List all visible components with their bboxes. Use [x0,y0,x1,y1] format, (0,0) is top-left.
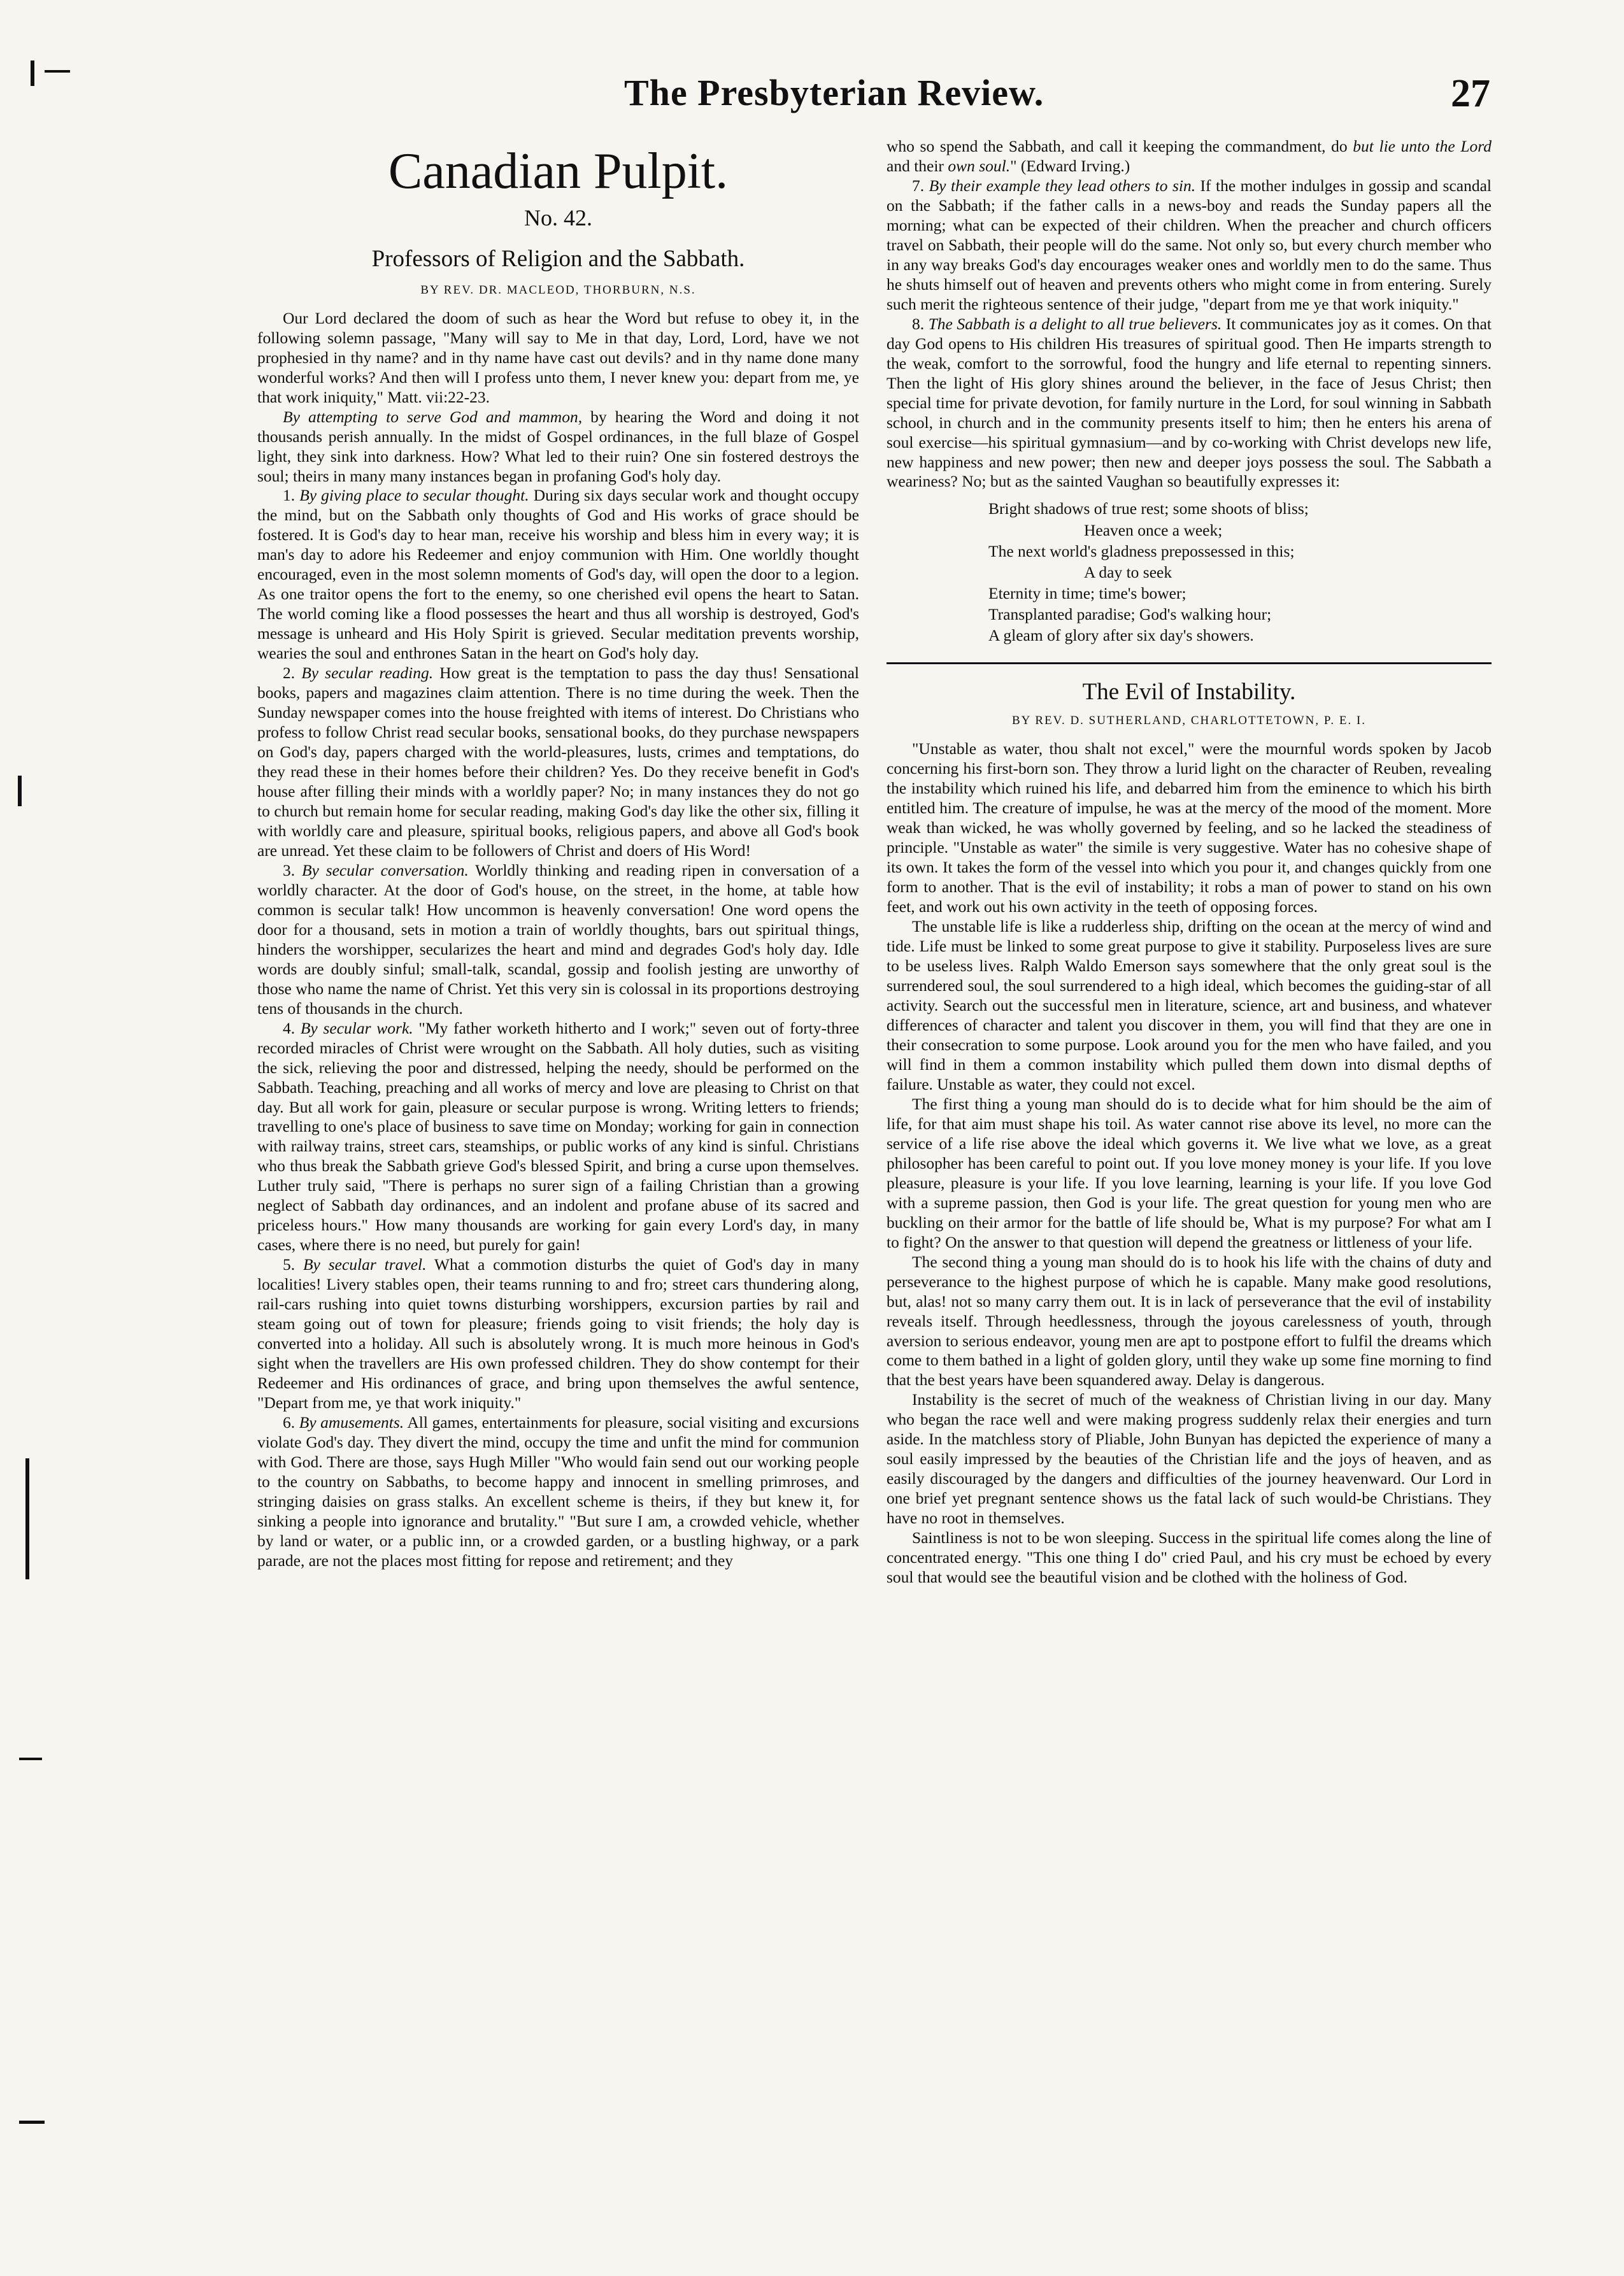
right-column [887,137,1492,1588]
paragraph: 7. By their example they lead others to sin. If the mother indulges in gossip and scandal on the Sabbath; if the father calls in a news-boy and reads the Sunday papers all the morning; what can be expected of their children. When the preacher and church officers travel on Sabbath, their people will do the same. Not only so, but every church member who in any way breaks God's day encourages weaker ones and worldly men to do the same. Thus he shuts himself out of heaven and prevents others who might come in from entering. Surely such merit the righteous sentence of their judge, "depart from me ye that work iniquity." [887,176,1492,313]
page-header [255,71,1490,129]
margin-mark [19,1758,42,1760]
paragraph: 6. By amusements. All games, entertainments for pleasure, social visiting and excursions violate God's day. They divert the mind, occupy the time and unfit the mind for communion with God. There are those, says Hugh Miller "Who would fain send out our working people to the country on Sabbaths, to become happy and innocent in smelling primroses, and stringing daisies on grass stalks. An excellent scheme is theirs, if they but knew it, for sinking a people into ignorance and brutality." "But sure I am, a crowded vehicle, whether by land or water, or a public inn, or a crowded garden, or a bustling highway, or a park parade, are not the places most fitting for repose and retirement; and they [257,1413,860,1570]
paragraph: Instability is the secret of much of the weakness of Christian living in our day. Many who began the race well and were making progress suddenly relax their energies and turn aside. In the matchless story of Pliable, John Bunyan has depicted the experience of many a soul easily impressed by the beauties of the Christian life and the joys of heaven, and as easily discouraged by the dangers and difficulties of the journey heavenward. Our Lord in one brief yet pregnant sentence shows us the fatal lack of such would-be Christians. They have no root in themselves. [887,1390,1492,1528]
paragraph: Our Lord declared the doom of such as hear the Word but refuse to obey it, in the following solemn passage, "Many will say to Me in that day, Lord, Lord, have we not prophesied in thy name? and in thy name have cast out devils? and in thy name done many wonderful works? And then will I profess unto them, I never knew you: depart from me, ye that work iniquity," Matt. vii:22-23. [257,308,859,406]
paragraph: 2. By secular reading. How great is the temptation to pass the day thus! Sensational books, papers and magazines claim attention. There is no time during the week. Then the Sunday newspaper comes into the house freighted with items of interest. Do Christians who profess to follow Christ read secular books, sensational books, do they purchase newspapers on God's day, papers charged with the world-pleasures, lusts, crimes and temptations, do they read these in their homes before their children? Yes. Do they receive benefit in God's house after filling their minds with a worldly paper? No; in many instances they do not go to church but remain home for secular reading, making God's day like the other six, filling it with worldly care and pleasure, spiritual books, religious papers, and above all God's book are unread. Yet these claim to be followers of Christ and doers of His Word! [257,664,859,860]
margin-mark [19,2121,45,2124]
paragraph: 3. By secular conversation. Worldly thinking and reading ripen in conversation of a worldly character. At the door of God's house, on the street, in the home, at table how common is secular talk! How uncommon is heavenly conversation! One word opens the door for a thousand, sets in motion a train of worldly thoughts, bars out spiritual things, hinders the worshipper, secularizes the heart and mind and degrades God's holy day. Idle words are doubly sinful; small-talk, scandal, gossip and foolish jesting are unworthy of those who name the name of Christ. Yet this very sin is colossal in its proportions destroying tens of thousands in the church. [257,860,860,1018]
margin-mark [45,70,70,73]
poem-line: Transplanted paradise; God's walking hour; [988,605,1272,624]
poem-line: A gleam of glory after six day's showers. [988,626,1254,645]
paragraph: The first thing a young man should do is to decide what for him should be the aim of life, for that aim must shape his toil. As water cannot rise above its level, no more can the service of a life rise above the ideal which governs it. We live what we love, as a great philosopher has been careful to point out. If you love money money is your life. If you love pleasure, pleasure is your life. If you love learning, learning is your life. If you love God with a supreme passion, then God is your life. The great question for young men who are buckling on their armor for the battle of life should be, What is my purpose? For what am I to fight? On the answer to that question will depend the greatness or littleness of your life. [887,1094,1492,1251]
paragraph: The unstable life is like a rudderless ship, drifting on the ocean at the mercy of wind and tide. Life must be linked to some great purpose to give it stability. Purposeless lives are sure to be useless lives. Ralph Waldo Emerson says somewhere that the only great soul is the surrendered soul, the soul surrendered to a high ideal, which becomes the guiding-star of all activity. Search out the successful men in literature, science, art and business, and whatever differences of character and talent you discover in them, you will find that they are one in their consecration to some purpose. Look around you for the men who have failed, and you will find in them a common instability which pulled them down into dismal depths of failure. Unstable as water, they could not excel. [887,917,1492,1093]
left-column [257,137,859,1571]
poem-line: Heaven once a week; [1084,520,1223,539]
paragraph: 1. By giving place to secular thought. During six days secular work and thought occupy the mind, but on the Sabbath only thoughts of God and His works of grace should be fostered. It is God's day to hear man, receive his worship and bless him in every way; it is man's day to adore his Redeemer and enjoy communion with Him. One worldly thought encouraged, even in the most solemn moments of God's day, will open the door to a legion. As one traitor opens the fort to the enemy, so one cherished evil opens the heart to Satan. The world coming like a flood possesses the heart and thus all worship is destroyed, God's message is unheard and His Holy Spirit is grieved. Secular meditation prevents worship, wearies the soul and enthrones Satan in the heart on God's holy day. [257,486,859,663]
paragraph: 4. By secular work. "My father worketh hitherto and I work;" seven out of forty-three recorded miracles of Christ were wrought on the Sabbath. All holy duties, such as visiting the sick, relieving the poor and distressed, helping the needy, should be performed on the Sabbath. Teaching, preaching and all works of mercy and love are pleasing to Christ on that day. But all work for gain, pleasure or secular purpose is wrong. Writing letters to friends; travelling to one's place of business to save time on Monday; working for gain in connection with railway trains, street cars, steamships, or public works of any kind is sinful. Christians who thus break the Sabbath grieve God's blessed Spirit, and bring a curse upon themselves. Luther truly said, "There is perhaps no surer sign of a failing Christian than a growing neglect of Sabbath day ordinances, and an indolent and profane abuse of its sacred and priceless hours." How many thousands are working for gain every Lord's day, in many cases, where there is no need, but purely for gain! [257,1018,860,1255]
poem-line: Bright shadows of true rest; some shoots of bliss; [988,499,1309,518]
journal-title: The Presbyterian Review. [624,72,1044,113]
paragraph: 8. The Sabbath is a delight to all true believers. It communicates joy as it comes. On that day God opens to His children His treasures of spiritual good. Then He imparts strength to the weak, comfort to the sorrowful, food the hungry and life eternal to repenting sinners. Then the light of His glory shines around the believer, in the face of Jesus Christ; then special time for private devotion, for family nurture in the Lord, for soul winning in Sabbath school, in church and in the community presents itself to him; then he enters his arena of soul exercise—his spiritual gymnasium—and by co-working with Christ develops new life, new happiness and new power; then new and deeper joys possess the soul. The Sabbath a weariness? No; but as the sainted Vaughan so beautifully expresses it: [887,314,1492,491]
paragraph: Saintliness is not to be won sleeping. Success in the spiritual life comes along the line of concentrated energy. "This one thing I do" cried Paul, and his cry must be echoed by every soul that would see the beautiful vision and be clothed with the holiness of God. [887,1528,1492,1587]
poem-line: Eternity in time; time's bower; [988,584,1186,602]
paragraph: "Unstable as water, thou shalt not excel," were the mournful words spoken by Jacob concerning his first-born son. They throw a lurid light on the character of Reuben, revealing the instability which ruined his life, and debarred him from the eminence to which his birth entitled him. The creature of impulse, he was at the mercy of the mood of the moment. More weak than wicked, he was wholly governed by feeling, and so he lacked the steadiness of principle. "Unstable as water" the simile is very suggestive. Water has no cohesive shape of its own. It takes the form of the vessel into which you pour it, and changes quickly from one form to another. That is the evil of instability; it robs a man of power to stand on his own feet, and work out his own activity in the teeth of opposing forces. [887,739,1492,916]
margin-mark [18,776,22,806]
paragraph: 5. By secular travel. What a commotion disturbs the quiet of God's day in many localities! Livery stables open, their teams running to and fro; street cars thundering along, rail-cars rushing into quiet towns disturbing worshippers, excursion parties by rail and steam going out of town for pleasure; friends going to visit friends; the holy day is converted into a holiday. All such is absolutely wrong. It is much more heinous in God's sight when the travellers are His own professed children. They do show contempt for their Redeemer and His ordinances of grace, and bring upon themselves the awful sentence, "Depart from me, ye that work iniquity." [257,1255,859,1412]
paragraph: By attempting to serve God and mammon, by hearing the Word and doing it not thousands perish annually. In the midst of Gospel ordinances, in the full blaze of Gospel light, they sink into darkness. How? What led to their ruin? One sin fostered destroys the soul; theirs in many many instances began in profaning God's holy day. [257,407,859,485]
poem-line: The next world's gladness prepossessed in this; [988,541,1295,560]
article-number: No. 42. [524,205,592,231]
byline: BY REV. DR. MACLEOD, THORBURN, N.S. [420,283,696,297]
paragraph: who so spend the Sabbath, and call it keeping the commandment, do but lie unto the Lord and their own soul." (Edward Irving.) [887,137,1492,175]
article-title: The Evil of Instability. [1082,679,1296,706]
paragraph: The second thing a young man should do is to hook his life with the chains of duty and perseverance to the highest purpose of which he is capable. Many make good resolutions, but, alas! not so many carry them out. It is in lack of perseverance that the evil of instability reveals itself. Through heedlessness, through the joyous carelessness of youth, through aversion to serious endeavor, young men are apt to postpone effort to fulfil the dreams which come to them bathed in a light of golden glory, until they wake up some fine morning to find that the best years have been squandered away. Delay is dangerous. [887,1252,1492,1390]
byline: BY REV. D. SUTHERLAND, CHARLOTTETOWN, P. E. I. [1011,714,1367,728]
article-subtitle: Professors of Religion and the Sabbath. [371,245,745,272]
margin-mark [25,1458,29,1579]
section-divider [887,662,1492,664]
poem-line: A day to seek [1084,562,1172,581]
article-title: Canadian Pulpit. [388,143,729,199]
page-number: 27 [1451,72,1490,115]
poem [988,498,1492,646]
margin-mark [31,60,34,86]
